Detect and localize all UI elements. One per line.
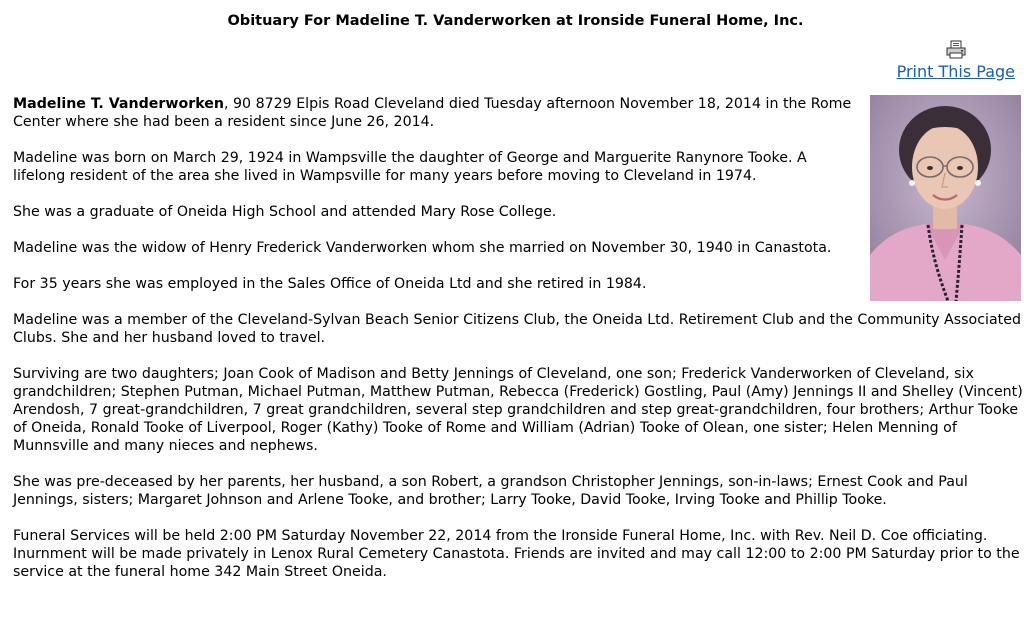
paragraph-services: Funeral Services will be held 2:00 PM Saturday November 22, 2014 from the Ironside Funeral Home, Inc. with Rev. Neil D. Coe officiating. Inurnment will be made privately in Lenox Rural Cemetery Canastota. Friends are invited and may call 12:00 to 2:00 PM Saturday prior to the service at the funeral home 342 Main Street Oneida. [13, 528, 1020, 580]
obituary-content [13, 95, 1023, 599]
paragraph-memberships: Madeline was a member of the Cleveland-Sylvan Beach Senior Citizens Club, the Oneida Ltd. Retirement Club and the Community Associated Clubs. She and her husband loved to travel. [13, 312, 1021, 346]
paragraph-career: For 35 years she was employed in the Sales Office of Oneida Ltd and she retired in 1984. [13, 276, 647, 292]
paragraph-survivors: Surviving are two daughters; Joan Cook of Madison and Betty Jennings of Cleveland, one son; Frederick Vanderworken of Cleveland, six grandchildren; Stephen Putman, Michael Putman, Matthew Putman, Rebecca (Frederick) Gostling, Paul (Amy) Jennings II and Shelley (Vincent) Arendosh, 7 great-grandchildren, 7 great grandchildren, several step grandchildren and step great-grandchildren, four brothers; Arthur Tooke of Oneida, Ronald Tooke of Liverpool, Roger (Kathy) Tooke of Rome and William (Adrian) Tooke of Olean, one sister; Helen Menning of Munnsville and many nieces and nephews. [13, 366, 1023, 454]
page-title: Obituary For Madeline T. Vanderworken at Ironside Funeral Home, Inc. [227, 13, 804, 29]
paragraph-education: She was a graduate of Oneida High School and attended Mary Rose College. [13, 204, 557, 220]
paragraph-birth: Madeline was born on March 29, 1924 in Wampsville the daughter of George and Marguerite Ranynore Tooke. A lifelong resident of the area she lived in Wampsville for many years before moving to Cleveland in 1974. [13, 150, 807, 184]
paragraph-predeceased: She was pre-deceased by her parents, her husband, a son Robert, a grandson Christopher Jennings, son-in-laws; Ernest Cook and Paul Jennings, sisters; Margaret Johnson and Arlene Tooke, and brother; Larry Tooke, David Tooke, Irving Tooke and Phillip Tooke. [13, 474, 968, 508]
printer-icon[interactable] [945, 40, 967, 60]
deceased-name: Madeline T. Vanderworken [13, 96, 224, 112]
intro-text: , 90 8729 Elpis Road Cleveland died Tuesday afternoon November 18, 2014 in the Rome Center where she had been a resident since June 26, 2014. [13, 96, 852, 130]
print-area[interactable] [897, 40, 1015, 82]
intro-paragraph [13, 95, 858, 131]
paragraph-marriage: Madeline was the widow of Henry Frederick Vanderworken whom she married on November 30, 1940 in Canastota. [13, 240, 832, 256]
print-this-page-link[interactable]: Print This Page [896, 62, 1015, 81]
